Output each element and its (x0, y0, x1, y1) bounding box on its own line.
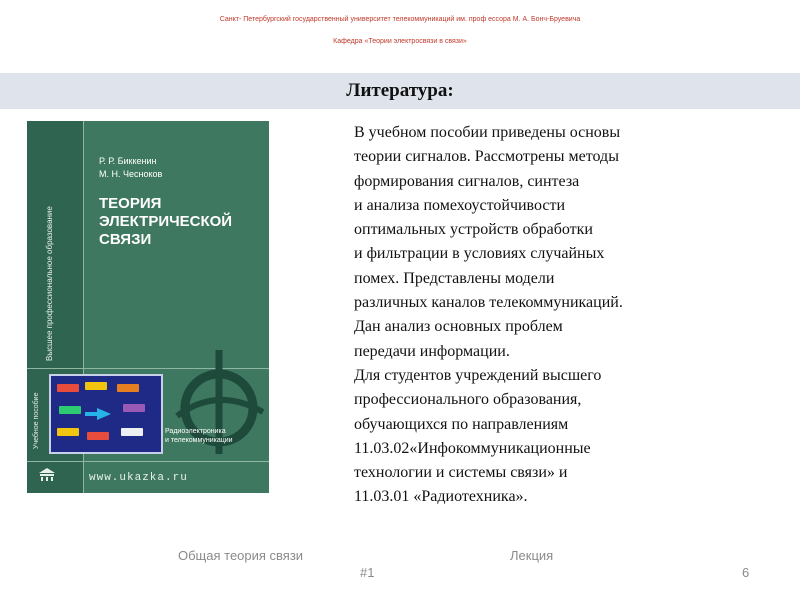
description-line: профессионального образования, (354, 391, 582, 409)
description-line: 11.03.01 «Радиотехника». (354, 488, 528, 506)
university-header: Санкт- Петербургский государственный университет телекоммуникаций им. проф ессора М. А. Бонч-Бруевича (219, 16, 581, 23)
book-author: Р. Р. Биккенин (99, 156, 157, 166)
description-line: технологии и системы связи» и (354, 464, 568, 482)
footer-course: Общая теория связи (178, 548, 304, 563)
book-url: www.ukazka.ru (89, 472, 188, 484)
book-description (354, 121, 774, 510)
chip-shape (59, 406, 81, 414)
description-line: обучающихся по направлениям (354, 415, 569, 433)
chip-shape (57, 428, 79, 436)
chip-shape (121, 428, 143, 436)
publisher-logo-icon (37, 467, 57, 483)
subject-line: Радиоэлектроника (165, 428, 226, 435)
description-line: передачи информации. (354, 342, 510, 360)
subject-line: и телекоммуникации (165, 437, 233, 444)
book-title-line: СВЯЗИ (99, 231, 152, 248)
book-title-line: ЭЛЕКТРИЧЕСКОЙ (99, 213, 233, 230)
description-line: различных каналов телекоммуникаций. (354, 294, 623, 312)
footer-lecture-number: #1 (360, 565, 375, 580)
description-line: Для студентов учреждений высшего (354, 366, 602, 384)
book-authors (99, 155, 259, 181)
description-line: формирования сигналов, синтеза (354, 172, 580, 190)
book-series-label: Высшее профессиональное образование (45, 206, 54, 361)
arrow-icon (85, 412, 97, 416)
arrow-icon (97, 408, 111, 420)
description-line: В учебном пособии приведены основы (354, 124, 621, 141)
description-line: и фильтрации в условиях случайных (354, 245, 605, 263)
page-number: 6 (742, 565, 750, 580)
chip-shape (123, 404, 145, 412)
chip-shape (57, 384, 79, 392)
chip-shape (85, 382, 107, 390)
description-line: 11.03.02«Инфокоммуникационные (354, 439, 591, 457)
book-type-label: Учебное пособие (33, 392, 40, 449)
cover-divider (27, 461, 269, 462)
footer-lecture-label: Лекция (510, 548, 554, 563)
chip-shape (117, 384, 139, 392)
book-cover (27, 121, 269, 493)
description-line: теории сигналов. Рассмотрены методы (354, 148, 619, 166)
book-title-line: ТЕОРИЯ (99, 195, 162, 212)
department-header: Кафедра «Теории электросвязи в связи» (333, 38, 467, 45)
description-line: помех. Представлены модели (354, 269, 555, 287)
book-title (99, 195, 267, 249)
book-subject (165, 427, 265, 445)
description-line: и анализа помехоустойчивости (354, 196, 566, 214)
chip-shape (87, 432, 109, 440)
description-line: оптимальных устройств обработки (354, 221, 593, 239)
slide-title: Литература: (346, 80, 454, 101)
description-line: Дан анализ основных проблем (354, 318, 563, 336)
cover-illustration (49, 374, 163, 454)
book-author: М. Н. Чесноков (99, 169, 163, 179)
